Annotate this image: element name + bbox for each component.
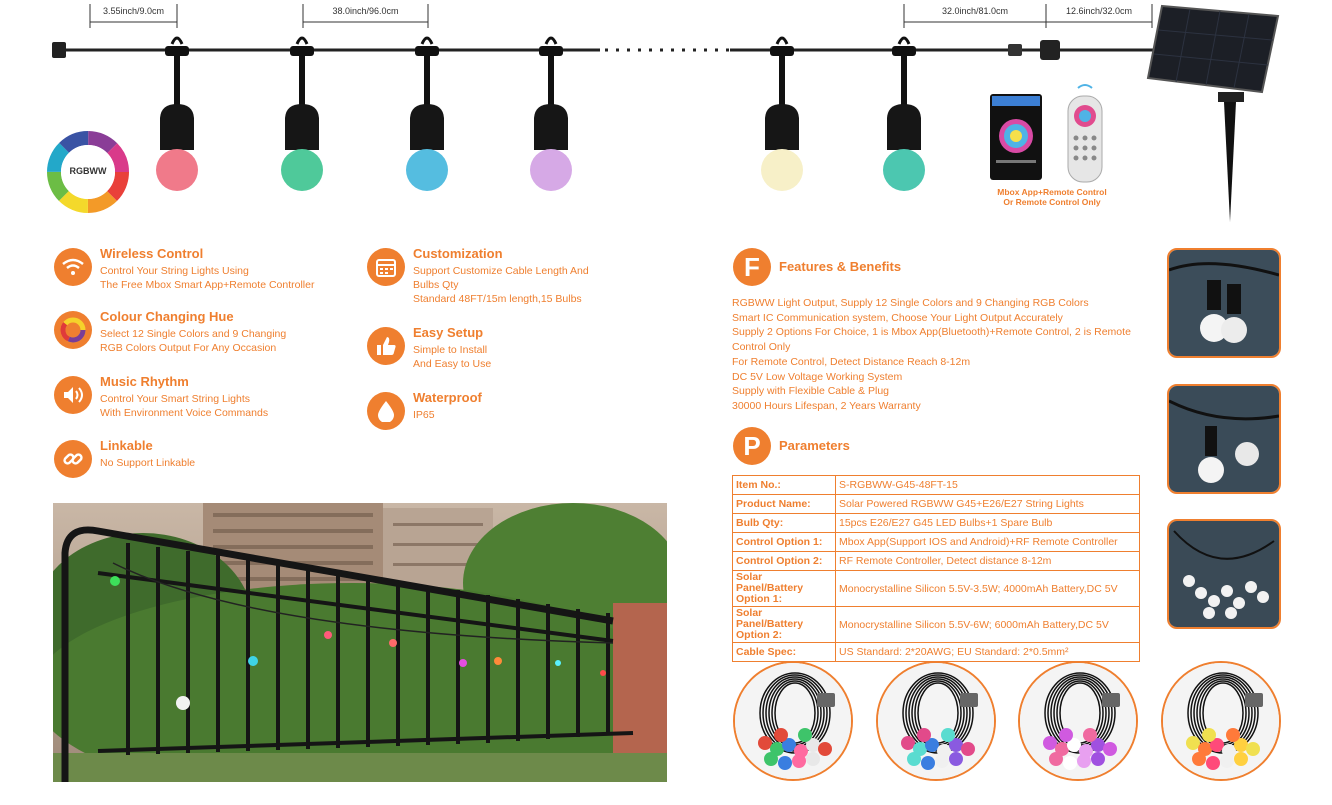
fb-line: For Remote Control, Detect Distance Reach 8-12m <box>732 355 971 368</box>
coiled-lights-photo-2 <box>876 661 996 781</box>
fb-line: Supply with Flexible Cable & Plug <box>732 385 889 398</box>
feature-title: Waterproof <box>413 390 482 405</box>
dimension-label-3: 32.0inch/81.0cm <box>941 6 1009 16</box>
calendar-icon <box>367 248 405 286</box>
balcony-photo <box>53 503 667 782</box>
features-benefits-badge: F <box>733 248 771 286</box>
thumbs-up-icon <box>367 327 405 365</box>
feature-title: Wireless Control <box>100 246 204 261</box>
phone-app-image <box>990 94 1042 180</box>
feature-title: Linkable <box>100 438 153 453</box>
features-benefits-title: Features & Benefits <box>779 259 902 274</box>
feature-title: Easy Setup <box>413 325 484 340</box>
table-row: Bulb Qty: 15pcs E26/E27 G45 LED Bulbs+1 Spare Bulb <box>733 514 1140 533</box>
fb-line: DC 5V Low Voltage Working System <box>732 370 903 383</box>
color-wheel-icon <box>54 311 92 349</box>
dimension-label-1: 3.55inch/9.0cm <box>102 6 165 16</box>
table-row: Control Option 2: RF Remote Controller, Detect distance 8-12m <box>733 552 1140 571</box>
bulb <box>761 38 803 191</box>
fb-line: Supply 2 Options For Choice, 1 is Mbox App(Bluetooth)+Remote Control, 2 is Remote Control Only <box>732 326 1131 354</box>
product-thumbnail-2 <box>1167 384 1281 494</box>
feature-desc: Select 12 Single Colors and 9 Changing RGB Colors Output For Any Occasion <box>100 328 287 354</box>
app-caption <box>972 187 1132 207</box>
water-drop-icon <box>367 392 405 430</box>
feature-desc: Control Your String Lights Using The Free Mbox Smart App+Remote Controller <box>100 265 315 291</box>
app-caption-line2: Or Remote Control Only <box>1003 197 1101 207</box>
parameters-badge: P <box>733 427 771 465</box>
bulb <box>281 38 323 191</box>
table-row: Product Name: Solar Powered RGBWW G45+E26/E27 String Lights <box>733 495 1140 514</box>
feature-desc: IP65 <box>413 409 435 421</box>
table-row: Solar Panel/Battery Option 2: Monocrystalline Silicon 5.5V-6W; 6000mAh Battery,DC 5V <box>733 607 1140 643</box>
coiled-lights-photo-3 <box>1018 661 1138 781</box>
fb-line: 30000 Hours Lifespan, 2 Years Warranty <box>732 399 921 412</box>
coiled-lights-photo-1 <box>733 661 853 781</box>
feature-desc: No Support Linkable <box>100 457 196 469</box>
app-caption-line1: Mbox App+Remote Control <box>997 187 1107 197</box>
fb-line: Smart IC Communication system, Choose Your Light Output Accurately <box>732 311 1063 324</box>
rgbww-badge: RGBWW <box>69 166 107 176</box>
dimension-label-4: 12.6inch/32.0cm <box>1065 6 1133 16</box>
parameters-title: Parameters <box>779 438 850 453</box>
fb-line: RGBWW Light Output, Supply 12 Single Colors and 9 Changing RGB Colors <box>732 297 1089 309</box>
bulb <box>530 38 572 191</box>
feature-title: Colour Changing Hue <box>100 309 234 324</box>
parameters-table <box>732 475 1140 662</box>
product-thumbnail-3 <box>1167 519 1281 629</box>
string-lights-illustration <box>0 0 1332 230</box>
feature-desc: Support Customize Cable Length And Bulbs Qty Standard 48FT/15m length,15 Bulbs <box>413 265 589 305</box>
coiled-lights-photo-4 <box>1161 661 1281 781</box>
feature-title: Music Rhythm <box>100 374 189 389</box>
product-thumbnail-1 <box>1167 248 1281 358</box>
table-row: Solar Panel/Battery Option 1: Monocrystalline Silicon 5.5V-3.5W; 4000mAh Battery,DC 5V <box>733 571 1140 607</box>
bulb <box>156 38 198 191</box>
table-row: Cable Spec: US Standard: 2*20AWG; EU Standard: 2*0.5mm² <box>733 643 1140 662</box>
table-row: Item No.: S-RGBWW-G45-48FT-15 <box>733 476 1140 495</box>
bulb <box>883 38 925 191</box>
wifi-icon <box>54 248 92 286</box>
dimension-label-2: 38.0inch/96.0cm <box>332 6 399 16</box>
feature-desc: Simple to Install And Easy to Use <box>413 344 492 370</box>
feature-title: Customization <box>413 246 503 261</box>
solar-panel <box>1148 6 1278 222</box>
table-row: Control Option 1: Mbox App(Support IOS and Android)+RF Remote Controller <box>733 533 1140 552</box>
remote-controller-image <box>1068 85 1102 182</box>
bulb <box>406 38 448 191</box>
feature-desc: Control Your Smart String Lights With Environment Voice Commands <box>100 393 269 419</box>
speaker-icon <box>54 376 92 414</box>
features-benefits-list <box>732 296 1142 414</box>
link-icon <box>54 440 92 478</box>
